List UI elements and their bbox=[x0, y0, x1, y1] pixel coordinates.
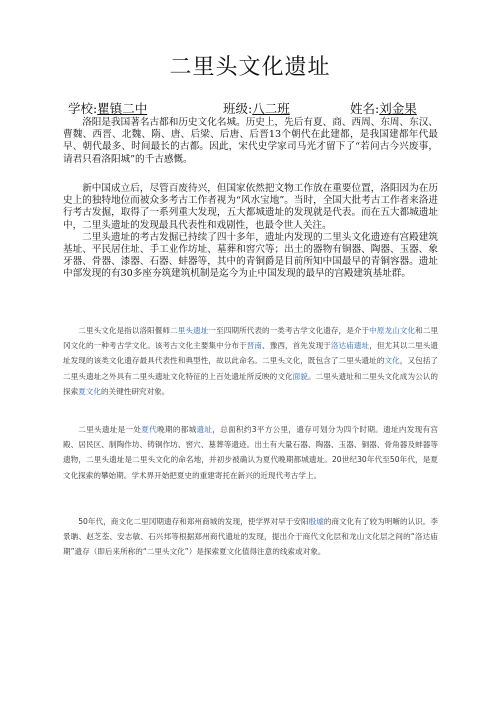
name-label: 姓名: bbox=[350, 101, 380, 116]
link-xia-culture[interactable]: 夏文化 bbox=[78, 386, 101, 396]
culture-block bbox=[63, 323, 438, 399]
intro-block bbox=[63, 117, 438, 166]
school-info bbox=[68, 99, 147, 117]
link-xia-dynasty[interactable]: 夏代 bbox=[141, 425, 158, 434]
link-site[interactable]: 遗址 bbox=[196, 425, 213, 434]
link-longshan-culture[interactable]: 中原龙山文化 bbox=[369, 326, 416, 335]
paragraph-excavation-findings: 二里头遗址的考古发掘已持续了四十多年，遗址内发现的二里头文化遗迹有宫殿建筑基址、平民居住址、手工业作坊址、墓葬和窖穴等；出土的器物有铜器、陶器、玉器、象牙器、骨器、漆器、石器、蚌器等，其中的青铜爵是目前所知中国最早的青铜容器。遗址中部发现的有30多座夯筑建筑机制是迄今为止中国发现的最早的宫殿建筑基址群。 bbox=[63, 231, 438, 280]
research-block bbox=[63, 514, 438, 560]
link-culture[interactable]: 文化 bbox=[384, 356, 400, 366]
class-info bbox=[223, 99, 290, 117]
student-info-row bbox=[68, 99, 436, 115]
history-block bbox=[63, 183, 438, 281]
site-block bbox=[63, 422, 438, 483]
school-label: 学校: bbox=[68, 101, 98, 116]
link-yinxu[interactable]: 殷墟 bbox=[308, 517, 324, 526]
name-info bbox=[350, 99, 417, 117]
link-luodamiao-site[interactable]: 洛达庙遗址 bbox=[330, 341, 370, 351]
paragraph-archaeology-history: 新中国成立后，尽管百废待兴，但国家依然把文物工作放在重要位置，洛阳因为在历史上的独特地位而被众多考古工作者视为“风水宝地”。当时，全国大批考古工作者来洛进行考古发掘，取得了一系列重大发现，五大都城遗址的发现就是代表。而在五大都城遗址中，二里头遗址的发现最具代表性和戏剧性，也最令世人关注。 bbox=[63, 183, 438, 231]
link-jinnan[interactable]: 晋南 bbox=[246, 341, 263, 351]
page-title: 二里头文化遗址 bbox=[169, 55, 331, 80]
name-value: 刘金果 bbox=[379, 101, 417, 116]
class-label: 班级: bbox=[223, 101, 253, 116]
paragraph-erlitou-site: 二里头遗址是一处夏代晚期的都城遗址，总面积约3平方公里，遗存可划分为四个时期。遗址内发现有宫殿、居民区、制陶作坊、铸铜作坊、窖穴、墓葬等遗迹。出土有大量石器、陶器、玉器、铜器、骨角器及蚌器等遗物，二里头遗址是二里头文化的命名地，并初步被确认为夏代晚期都城遗址。20世纪30年代至50年代，是夏文化探索的攀始期。学术界开始把夏史的重建寄托在新兴的近现代考古学上。 bbox=[63, 425, 439, 480]
paragraph-1950s-research: 50年代，商文化二里冈期遗存和郑州商城的发现，使学界对早于安阳殷墟的商文化有了较为明晰的认识。李景聃、赵芝荃、安志敏、石兴邦等根据郑州商代遗址的发现，提出介于商代文化层和龙山文化层之间的“洛达庙期”遗存（即后来所称的“二里头文化”）是探索夏文化值得注意的线索或对象。 bbox=[63, 517, 439, 557]
paragraph-erlitou-culture: 二里头文化是指以洛阳偃师二里头遗址一至四期所代表的一类考古学文化遗存，是介于中原龙山文化和二里冈文化的一种考古学文化。该考古文化主要集中分布于晋南、豫西，首先发现于洛达庙遗址，但尤其以二里头遗址发现的该类文化遗存最具代表性和典型性，故以此命名。二里头文化，既包含了二里头遗址的文化，又包括了二里头遗址之外具有二里头遗址文化特征的上百处遗址所反映的文化面貌。二里头遗址和二里头文化成为公认的探索夏文化的关键性研究对象。 bbox=[63, 326, 439, 396]
class-value: 八二班 bbox=[252, 101, 290, 116]
link-erlitou-site[interactable]: 二里头遗址 bbox=[170, 326, 209, 335]
paragraph-luoyang-capital: 洛阳是我国著名古都和历史文化名城。历史上，先后有夏、商、西周、东周、东汉、曹魏、西晋、北魏、隋、唐、后梁、后唐、后晋13个朝代在此建都，是我国建都年代最早、朝代最多、时间最长的古都。因此，宋代史学家司马光才留下了“若问古今兴废事，请君只看洛阳城”的千古感慨。 bbox=[63, 117, 438, 165]
link-appearance[interactable]: 面貌 bbox=[292, 371, 308, 381]
school-value: 瞿镇二中 bbox=[97, 101, 148, 116]
